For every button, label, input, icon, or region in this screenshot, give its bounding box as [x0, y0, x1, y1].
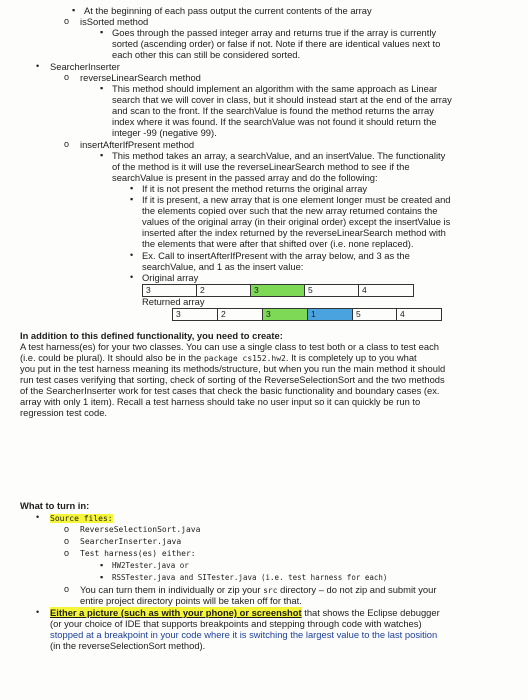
array-cell: 3 [143, 285, 197, 296]
bullet: o [64, 16, 70, 26]
bullet: ▪ [72, 5, 76, 15]
bullet: • [130, 272, 134, 282]
bullet: ▪ [100, 560, 104, 570]
text-span: You can turn them in individually or zip your [80, 584, 261, 595]
array-cell: 2 [197, 285, 251, 296]
highlighted-text: Either a picture (such as with your phone) or screenshot [50, 607, 302, 618]
text-line: isSorted method [80, 16, 149, 27]
bullet: ▪ [100, 27, 104, 37]
text-line: insertAfterIfPresent method [80, 139, 195, 150]
array-cell: 4 [362, 285, 367, 295]
text-line: Original array [142, 272, 199, 283]
text-line: Ex. Call to insertAfterIfPresent with the array below, and 3 as the [142, 250, 410, 261]
code-span: package cs152.hw2 [203, 354, 286, 363]
array-cell-highlighted: 3 [251, 285, 305, 296]
text-line [50, 607, 440, 618]
source-files-label: Source files: [50, 514, 113, 523]
text-line: and scan to the front. If the searchValue is found the method returns the array [112, 105, 434, 116]
bullet: • [36, 61, 40, 71]
text-line: entire project directory points will be taken off for that. [80, 595, 302, 606]
text-line: At the beginning of each pass output the current contents of the array [84, 5, 372, 16]
text-line: regression test code. [20, 407, 108, 418]
text-line: the elements that were after that shifted over (i.e. none replaced). [142, 238, 414, 249]
text-line: each other this can still be considered sorted. [112, 49, 301, 60]
text-span: directory – do not zip and submit your [280, 584, 437, 595]
text-line: Returned array [142, 296, 205, 307]
text-line: searchValue is present in the passed array and do the following: [112, 172, 378, 183]
bullet: ▪ [100, 572, 104, 582]
array-cell: 3 [173, 309, 218, 320]
file-name: SearcherInserter.java [80, 537, 182, 546]
text-span: . It is completely up to you what [285, 352, 417, 363]
bullet: ▪ [130, 183, 134, 193]
text-line: This method takes an array, a searchValue, and an insertValue. The functionality [112, 150, 446, 161]
section-heading: SearcherInserter [50, 61, 120, 72]
text-line: index where it was found. If the searchValue was not found it should return the [112, 116, 437, 127]
text-line: searchValue, and 1 as the insert value: [142, 261, 304, 272]
text-line: you put in the test harness meaning its methods/structure, but when you run the main method it should [20, 363, 446, 374]
file-name: ReverseSelectionSort.java [80, 525, 201, 534]
bullet: o [64, 139, 70, 149]
text-line: of the SearcherInserter work for test cases that check the basic functionality and boundary cases (ex. [20, 385, 440, 396]
section-heading: What to turn in: [20, 500, 90, 511]
file-name: HW2Tester.java or [112, 561, 189, 570]
bullet: • [130, 250, 134, 260]
array-cell-inserted: 1 [308, 309, 353, 320]
bullet: ▪ [130, 194, 134, 204]
bullet: o [64, 548, 70, 558]
text-line: array with only 1 item). Recall a test harness should take no user input so it can quickly be run to [20, 396, 421, 407]
text-line: If it is present, a new array that is one element longer must be created and [142, 194, 451, 205]
array-cell: 2 [218, 309, 263, 320]
text-line: reverseLinearSearch method [80, 72, 201, 83]
text-line: This method should implement an algorithm with the same approach as Linear [112, 83, 438, 94]
text-span: that shows the Eclipse debugger [304, 607, 440, 618]
text-line: If it is not present the method returns the original array [142, 183, 368, 194]
text-span: (i.e. could be plural). It should also be in the [20, 352, 202, 363]
text-line: sorted (ascending order) or false if not. Note if there are identical values next to [112, 38, 441, 49]
bullet: o [64, 584, 70, 594]
text-line: run test cases verifying that sorting, check of sorting of the ReverseSelectionSort and the two methods [20, 374, 445, 385]
text-line: of the method is it will use the reverseLinearSearch method to see if the [112, 161, 410, 172]
text-line: Test harness(es) either: [80, 549, 196, 558]
array-cell: 4 [400, 309, 405, 319]
text-line: the elements copied over such that the new array returned contains the [142, 205, 438, 216]
bullet: o [64, 72, 70, 82]
bullet: ▪ [100, 150, 104, 160]
text-line: A test harness(es) for your two classes. You can use a single class to test both or a class to test each [20, 341, 439, 352]
bullet: o [64, 536, 70, 546]
text-line: integer -99 (negative 99). [112, 127, 217, 138]
text-line: (in the reverseSelectionSort method). [50, 640, 206, 651]
text-line: inserted after the index returned by the reverseLinearSearch method with [142, 227, 446, 238]
file-name: RSSTester.java and SITester.java (i.e. test harness for each) [112, 573, 388, 582]
bullet: ▪ [100, 83, 104, 93]
bullet: • [36, 607, 40, 617]
paragraph-heading: In addition to this defined functionality, you need to create: [20, 330, 283, 341]
array-cell: 5 [305, 285, 359, 296]
bullet: • [36, 512, 40, 522]
text-line: stopped at a breakpoint in your code where it is switching the largest value to the last position [50, 629, 438, 640]
text-line: search that we will cover in class, but it should instead start at the end of the array [112, 94, 452, 105]
returned-array-table [172, 308, 442, 321]
array-cell-highlighted: 3 [263, 309, 308, 320]
array-cell: 5 [353, 309, 397, 320]
code-span: src [263, 586, 278, 595]
text-line: values of the original array (in their original order) except the insertValue is [142, 216, 451, 227]
text-line [50, 512, 113, 524]
bullet: o [64, 524, 70, 534]
text-line: Goes through the passed integer array and returns true if the array is currently [112, 27, 437, 38]
text-line: (or your choice of IDE that supports breakpoints and stepping through code with watches) [50, 618, 422, 629]
